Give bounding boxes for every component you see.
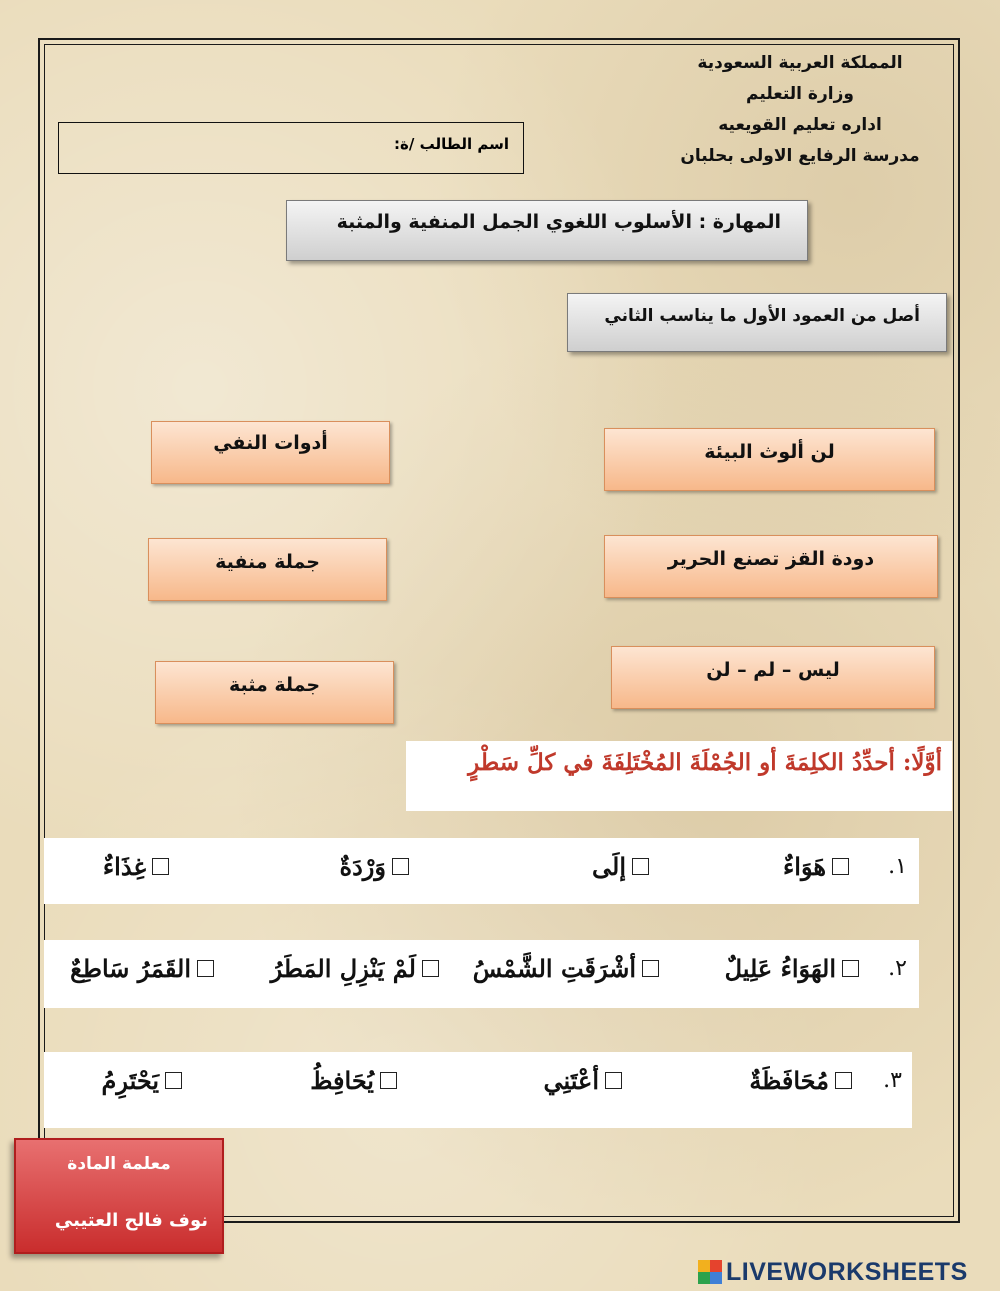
teacher-card	[14, 1138, 224, 1254]
checkbox[interactable]	[632, 858, 649, 875]
instruction-box: أصل من العمود الأول ما يناسب الثاني	[567, 293, 947, 352]
checkbox[interactable]	[605, 1072, 622, 1089]
option-3-2[interactable]: أعْتَنِي	[544, 1066, 622, 1095]
question-row-3	[44, 1052, 912, 1128]
logo-text: LIVEWORKSHEETS	[726, 1257, 968, 1286]
row-number: ٢.	[888, 956, 907, 981]
section-title: أوَّلًا: أحدِّدُ الكلِمَةَ أو الجُمْلَةَ المُخْتَلِفَةَ في كلِّ سَطْرٍ	[468, 749, 942, 776]
row-number: ٣.	[883, 1068, 902, 1093]
checkbox[interactable]	[642, 960, 659, 977]
option-2-2[interactable]: أشْرَقَتِ الشَّمْسُ	[473, 954, 659, 983]
checkbox[interactable]	[835, 1072, 852, 1089]
section-title-strip	[406, 741, 952, 811]
logo-square	[698, 1272, 710, 1284]
match-right-3[interactable]: ليس – لم – لن	[611, 646, 935, 709]
checkbox[interactable]	[380, 1072, 397, 1089]
school-header	[670, 48, 930, 172]
row-number: ١.	[888, 854, 907, 879]
header-ministry: وزارة التعليم	[746, 84, 854, 104]
match-left-3[interactable]: جملة مثبة	[155, 661, 394, 724]
option-2-4[interactable]: القَمَرُ سَاطِعٌ	[70, 954, 214, 983]
option-1-2[interactable]: إلَى	[592, 852, 649, 881]
question-row-2	[44, 940, 919, 1008]
checkbox[interactable]	[165, 1072, 182, 1089]
teacher-name: نوف فالح العتيبي	[54, 1210, 208, 1231]
student-name-label: اسم الطالب /ة:	[394, 135, 509, 153]
option-1-3[interactable]: وَرْدَةٌ	[340, 852, 409, 881]
option-3-1[interactable]: مُحَافَظَةٌ	[749, 1066, 852, 1095]
checkbox[interactable]	[152, 858, 169, 875]
option-3-4[interactable]: يَحْتَرِمُ	[101, 1066, 182, 1095]
option-2-1[interactable]: الهَوَاءُ عَلِيلٌ	[725, 954, 859, 983]
student-name-field[interactable]	[58, 122, 524, 174]
checkbox[interactable]	[842, 960, 859, 977]
logo-icon	[698, 1260, 722, 1284]
teacher-title: معلمة المادة	[67, 1154, 171, 1174]
liveworksheets-logo[interactable]	[698, 1258, 968, 1286]
option-3-3[interactable]: يُحَافِظُ	[310, 1066, 397, 1095]
match-right-1[interactable]: لن ألوث البيئة	[604, 428, 935, 491]
skill-title: المهارة : الأسلوب اللغوي الجمل المنفية والمثبة	[286, 200, 808, 261]
header-school: مدرسة الرفايع الاولى بحلبان	[680, 146, 920, 166]
question-row-1	[44, 838, 919, 904]
match-left-1[interactable]: أدوات النفي	[151, 421, 390, 484]
logo-square	[698, 1260, 710, 1272]
header-department: اداره تعليم القويعيه	[718, 115, 882, 135]
checkbox[interactable]	[197, 960, 214, 977]
header-country: المملكة العربية السعودية	[697, 53, 903, 73]
option-1-4[interactable]: غِذَاءٌ	[103, 852, 169, 881]
logo-square	[710, 1260, 722, 1272]
option-1-1[interactable]: هَوَاءٌ	[783, 852, 849, 881]
checkbox[interactable]	[422, 960, 439, 977]
match-right-2[interactable]: دودة القز تصنع الحرير	[604, 535, 938, 598]
checkbox[interactable]	[392, 858, 409, 875]
checkbox[interactable]	[832, 858, 849, 875]
logo-square	[710, 1272, 722, 1284]
match-left-2[interactable]: جملة منفية	[148, 538, 387, 601]
option-2-3[interactable]: لَمْ يَنْزِلِ المَطَرُ	[271, 954, 439, 983]
